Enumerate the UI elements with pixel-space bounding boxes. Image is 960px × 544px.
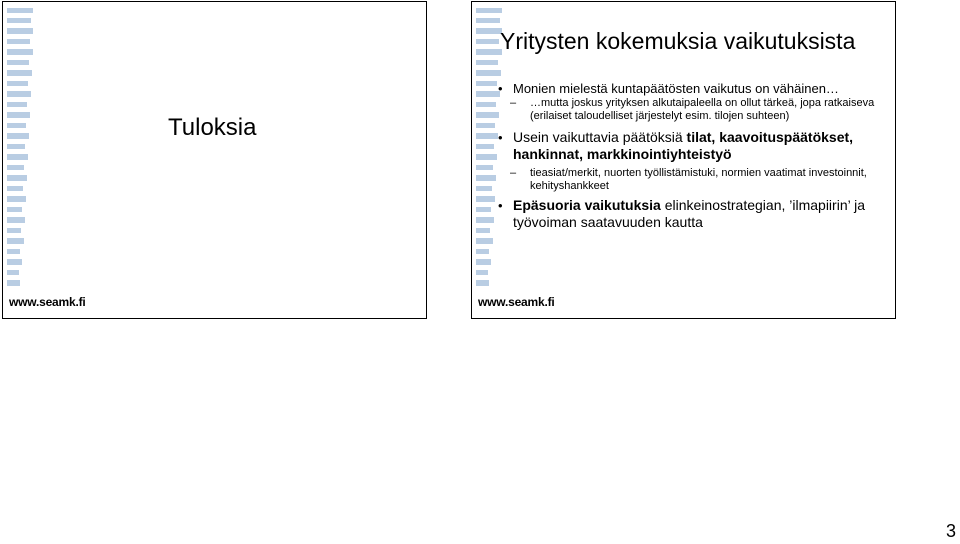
- stripes-graphic: [3, 8, 35, 298]
- slide-title: Yritysten kokemuksia vaikutuksista: [500, 28, 856, 54]
- bullet-icon: •: [498, 130, 503, 145]
- bullet-icon: •: [498, 198, 503, 213]
- bullet-item: [496, 197, 892, 231]
- sub-bullet-item: [496, 167, 892, 193]
- dash-icon: –: [510, 97, 517, 109]
- bullet-item: [496, 80, 892, 97]
- slide-right: [471, 1, 896, 319]
- seamk-logo: www.seamk.fi: [478, 295, 555, 309]
- bullet-text-plain: Usein vaikuttavia päätöksiä: [513, 129, 687, 145]
- sub-bullet-item: [496, 97, 892, 123]
- bullet-text-bold: Epäsuoria vaikutuksia: [513, 197, 661, 213]
- section-title: Tuloksia: [168, 114, 257, 141]
- slide-left: [2, 1, 427, 319]
- bullet-text-bold: tilat, kaavoituspäätökset, hankinnat, markkinointiyhteistyö: [513, 129, 854, 162]
- bullet-list: [496, 80, 892, 231]
- sub-bullet-text: …mutta joskus yrityksen alkutaipaleella on ollut tärkeä, jopa ratkaiseva (erilaiset taloudelliset järjestelyt esim. tilojen suhteen): [530, 97, 875, 122]
- bullet-item: [496, 129, 892, 163]
- bullet-text: Monien mielestä kuntapäätösten vaikutus on vähäinen…: [513, 81, 839, 96]
- bullet-text-plain: elinkeinostrategian, ’ilmapiirin’ ja työvoiman saatavuuden kautta: [513, 197, 865, 230]
- sub-bullet-text: tieasiat/merkit, nuorten työllistämistuki, normien vaatimat investoinnit, kehityshankkeet: [530, 167, 867, 192]
- dash-icon: –: [510, 167, 517, 179]
- bullet-icon: •: [498, 81, 503, 96]
- page-number: 3: [945, 521, 956, 541]
- decorative-stripes: [3, 8, 35, 298]
- seamk-logo: www.seamk.fi: [9, 295, 86, 309]
